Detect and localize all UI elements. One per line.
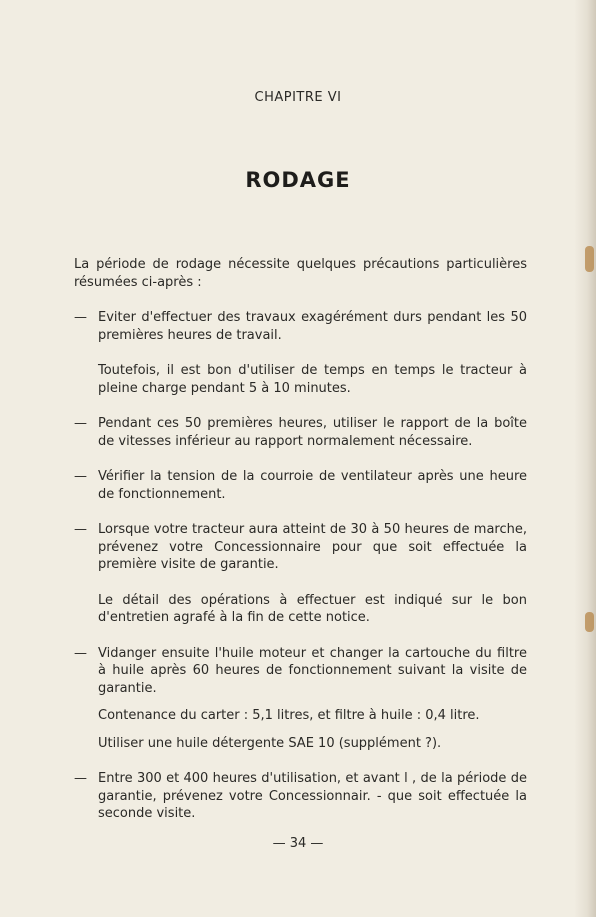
item-text: Eviter d'effectuer des travaux exagérément durs pendant les 50 premières heures de travail. bbox=[98, 310, 527, 343]
item-text: Lorsque votre tracteur aura atteint de 30 à 50 heures de marche, prévenez votre Concessionnaire pour que soit effectuée la première visite de garantie. bbox=[98, 522, 527, 572]
page-title: RODAGE bbox=[245, 168, 351, 192]
list-item bbox=[74, 770, 527, 823]
list-item bbox=[74, 309, 527, 344]
note-paragraph: Contenance du carter : 5,1 litres, et filtre à huile : 0,4 litre. bbox=[98, 708, 480, 723]
page-content bbox=[74, 256, 527, 841]
item-text: Entre 300 et 400 heures d'utilisation, et avant l , de la période de garantie, prévenez votre Concessionnair. - que soit effectuée la seconde visite. bbox=[98, 771, 527, 821]
note-paragraph: Toutefois, il est bon d'utiliser de temps en temps le tracteur à pleine charge pendant 5 à 10 minutes. bbox=[98, 363, 527, 396]
dash-bullet: — bbox=[74, 416, 87, 431]
note-paragraph: Le détail des opérations à effectuer est indiqué sur le bon d'entretien agrafé à la fin de cette notice. bbox=[98, 592, 527, 625]
page-edge-shadow bbox=[574, 0, 596, 917]
page-number: — 34 — bbox=[272, 836, 324, 851]
list-item bbox=[74, 521, 527, 574]
item-text: Pendant ces 50 premières heures, utiliser le rapport de la boîte de vitesses inférieur au rapport normalement nécessaire. bbox=[98, 416, 527, 449]
intro-paragraph: La période de rodage nécessite quelques précautions particulières résumées ci-après : bbox=[74, 257, 527, 290]
dash-bullet: — bbox=[74, 469, 87, 484]
dash-bullet: — bbox=[74, 310, 87, 325]
list-item bbox=[74, 645, 527, 698]
chapter-heading: CHAPITRE VI bbox=[254, 90, 342, 105]
dash-bullet: — bbox=[74, 771, 87, 786]
dash-bullet: — bbox=[74, 645, 87, 661]
list-item bbox=[74, 415, 527, 450]
binding-mark bbox=[585, 246, 594, 272]
list-item bbox=[74, 468, 527, 503]
note-paragraph: Utiliser une huile détergente SAE 10 (supplément ?). bbox=[98, 735, 442, 751]
item-text: Vérifier la tension de la courroie de ventilateur après une heure de fonctionnement. bbox=[98, 469, 527, 502]
binding-mark bbox=[585, 612, 594, 632]
dash-bullet: — bbox=[74, 522, 87, 537]
item-text: Vidanger ensuite l'huile moteur et changer la cartouche du filtre à huile après 60 heures de fonctionnement suivant la visite de garantie. bbox=[98, 645, 527, 696]
